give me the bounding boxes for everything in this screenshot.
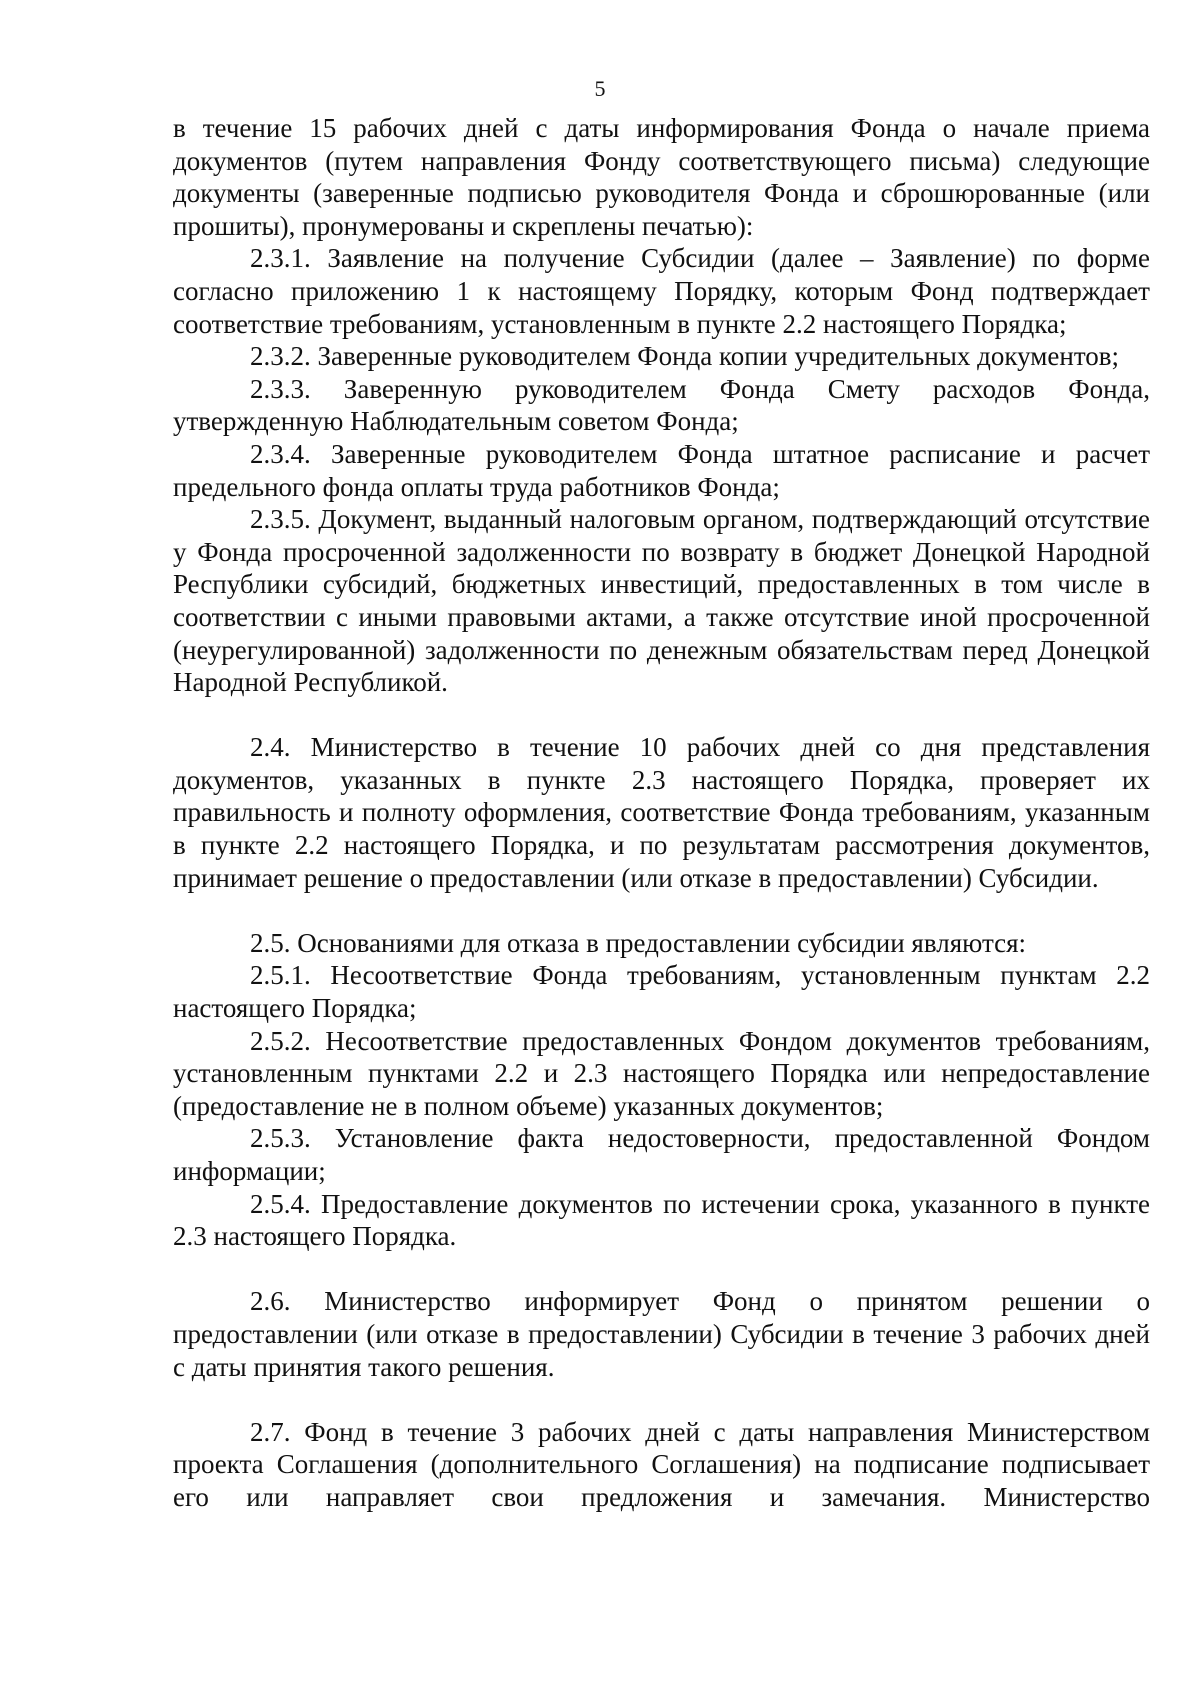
paragraph-intro: в течение 15 рабочих дней с даты информирования Фонда о начале приема документов (путем направления Фонду соответствующего письма) следующие документы (заверенные подписью руководителя Фонда и сброшюрованные (или прошиты), пронумерованы и скреплены печатью): (173, 113, 1150, 241)
paragraph-2-5-4: 2.5.4. Предоставление документов по истечении срока, указанного в пункте 2.3 настоящего Порядка. (173, 1188, 1150, 1252)
paragraph-2-6: 2.6. Министерство информирует Фонд о принятом решении о предоставлении (или отказе в предоставлении) Субсидии в течение 3 рабочих дней с даты принятия такого решения. (173, 1286, 1150, 1382)
paragraph-2-3-5: 2.3.5. Документ, выданный налоговым органом, подтверждающий отсутствие у Фонда просроченной задолженности по возврату в бюджет Донецкой Народной Республики субсидий, бюджетных инвестиций, предоставленных в том числе в соответствии с иными правовыми актами, а также отсутствие иной просроченной (неурегулированной) задолженности по денежным обязательствам перед Донецкой Народной Республикой. (173, 504, 1150, 698)
paragraph-2-3-4: 2.3.4. Заверенные руководителем Фонда штатное расписание и расчет предельного фонда оплаты труда работников Фонда; (173, 438, 1150, 502)
document-body (173, 112, 1150, 1514)
paragraph-2-3-2: 2.3.2. Заверенные руководителем Фонда копии учредительных документов; (250, 341, 1120, 372)
paragraph-2-5: 2.5. Основаниями для отказа в предоставлении субсидии являются: (250, 927, 1026, 958)
page-number: 5 (594, 76, 606, 101)
paragraph-2-5-1: 2.5.1. Несоответствие Фонда требованиям, установленным пунктам 2.2 настоящего Порядка; (173, 960, 1150, 1024)
paragraph-2-7: 2.7. Фонд в течение 3 рабочих дней с даты направления Министерством проекта Соглашения (дополнительного Соглашения) на подписание подписывает его или направляет свои предложения и замечания. Министерство (173, 1416, 1150, 1512)
paragraph-2-4: 2.4. Министерство в течение 10 рабочих дней со дня представления документов, указанных в пункте 2.3 настоящего Порядка, проверяет их правильность и полноту оформления, соответствие Фонда требованиям, указанным в пункте 2.2 настоящего Порядка, и по результатам рассмотрения документов, принимает решение о предоставлении (или отказе в предоставлении) Субсидии. (173, 732, 1150, 893)
paragraph-2-3-1: 2.3.1. Заявление на получение Субсидии (далее – Заявление) по форме согласно приложению 1 к настоящему Порядку, которым Фонд подтверждает соответствие требованиям, установленным в пункте 2.2 настоящего Порядка; (173, 243, 1150, 339)
paragraph-2-3-3: 2.3.3. Заверенную руководителем Фонда Смету расходов Фонда, утвержденную Наблюдательным советом Фонда; (173, 373, 1150, 437)
paragraph-2-5-3: 2.5.3. Установление факта недостоверности, предоставленной Фондом информации; (173, 1123, 1150, 1186)
paragraph-2-5-2: 2.5.2. Несоответствие предоставленных Фондом документов требованиям, установленным пунктами 2.2 и 2.3 настоящего Порядка или непредоставление (предоставление не в полном объеме) указанных документов; (173, 1025, 1150, 1121)
